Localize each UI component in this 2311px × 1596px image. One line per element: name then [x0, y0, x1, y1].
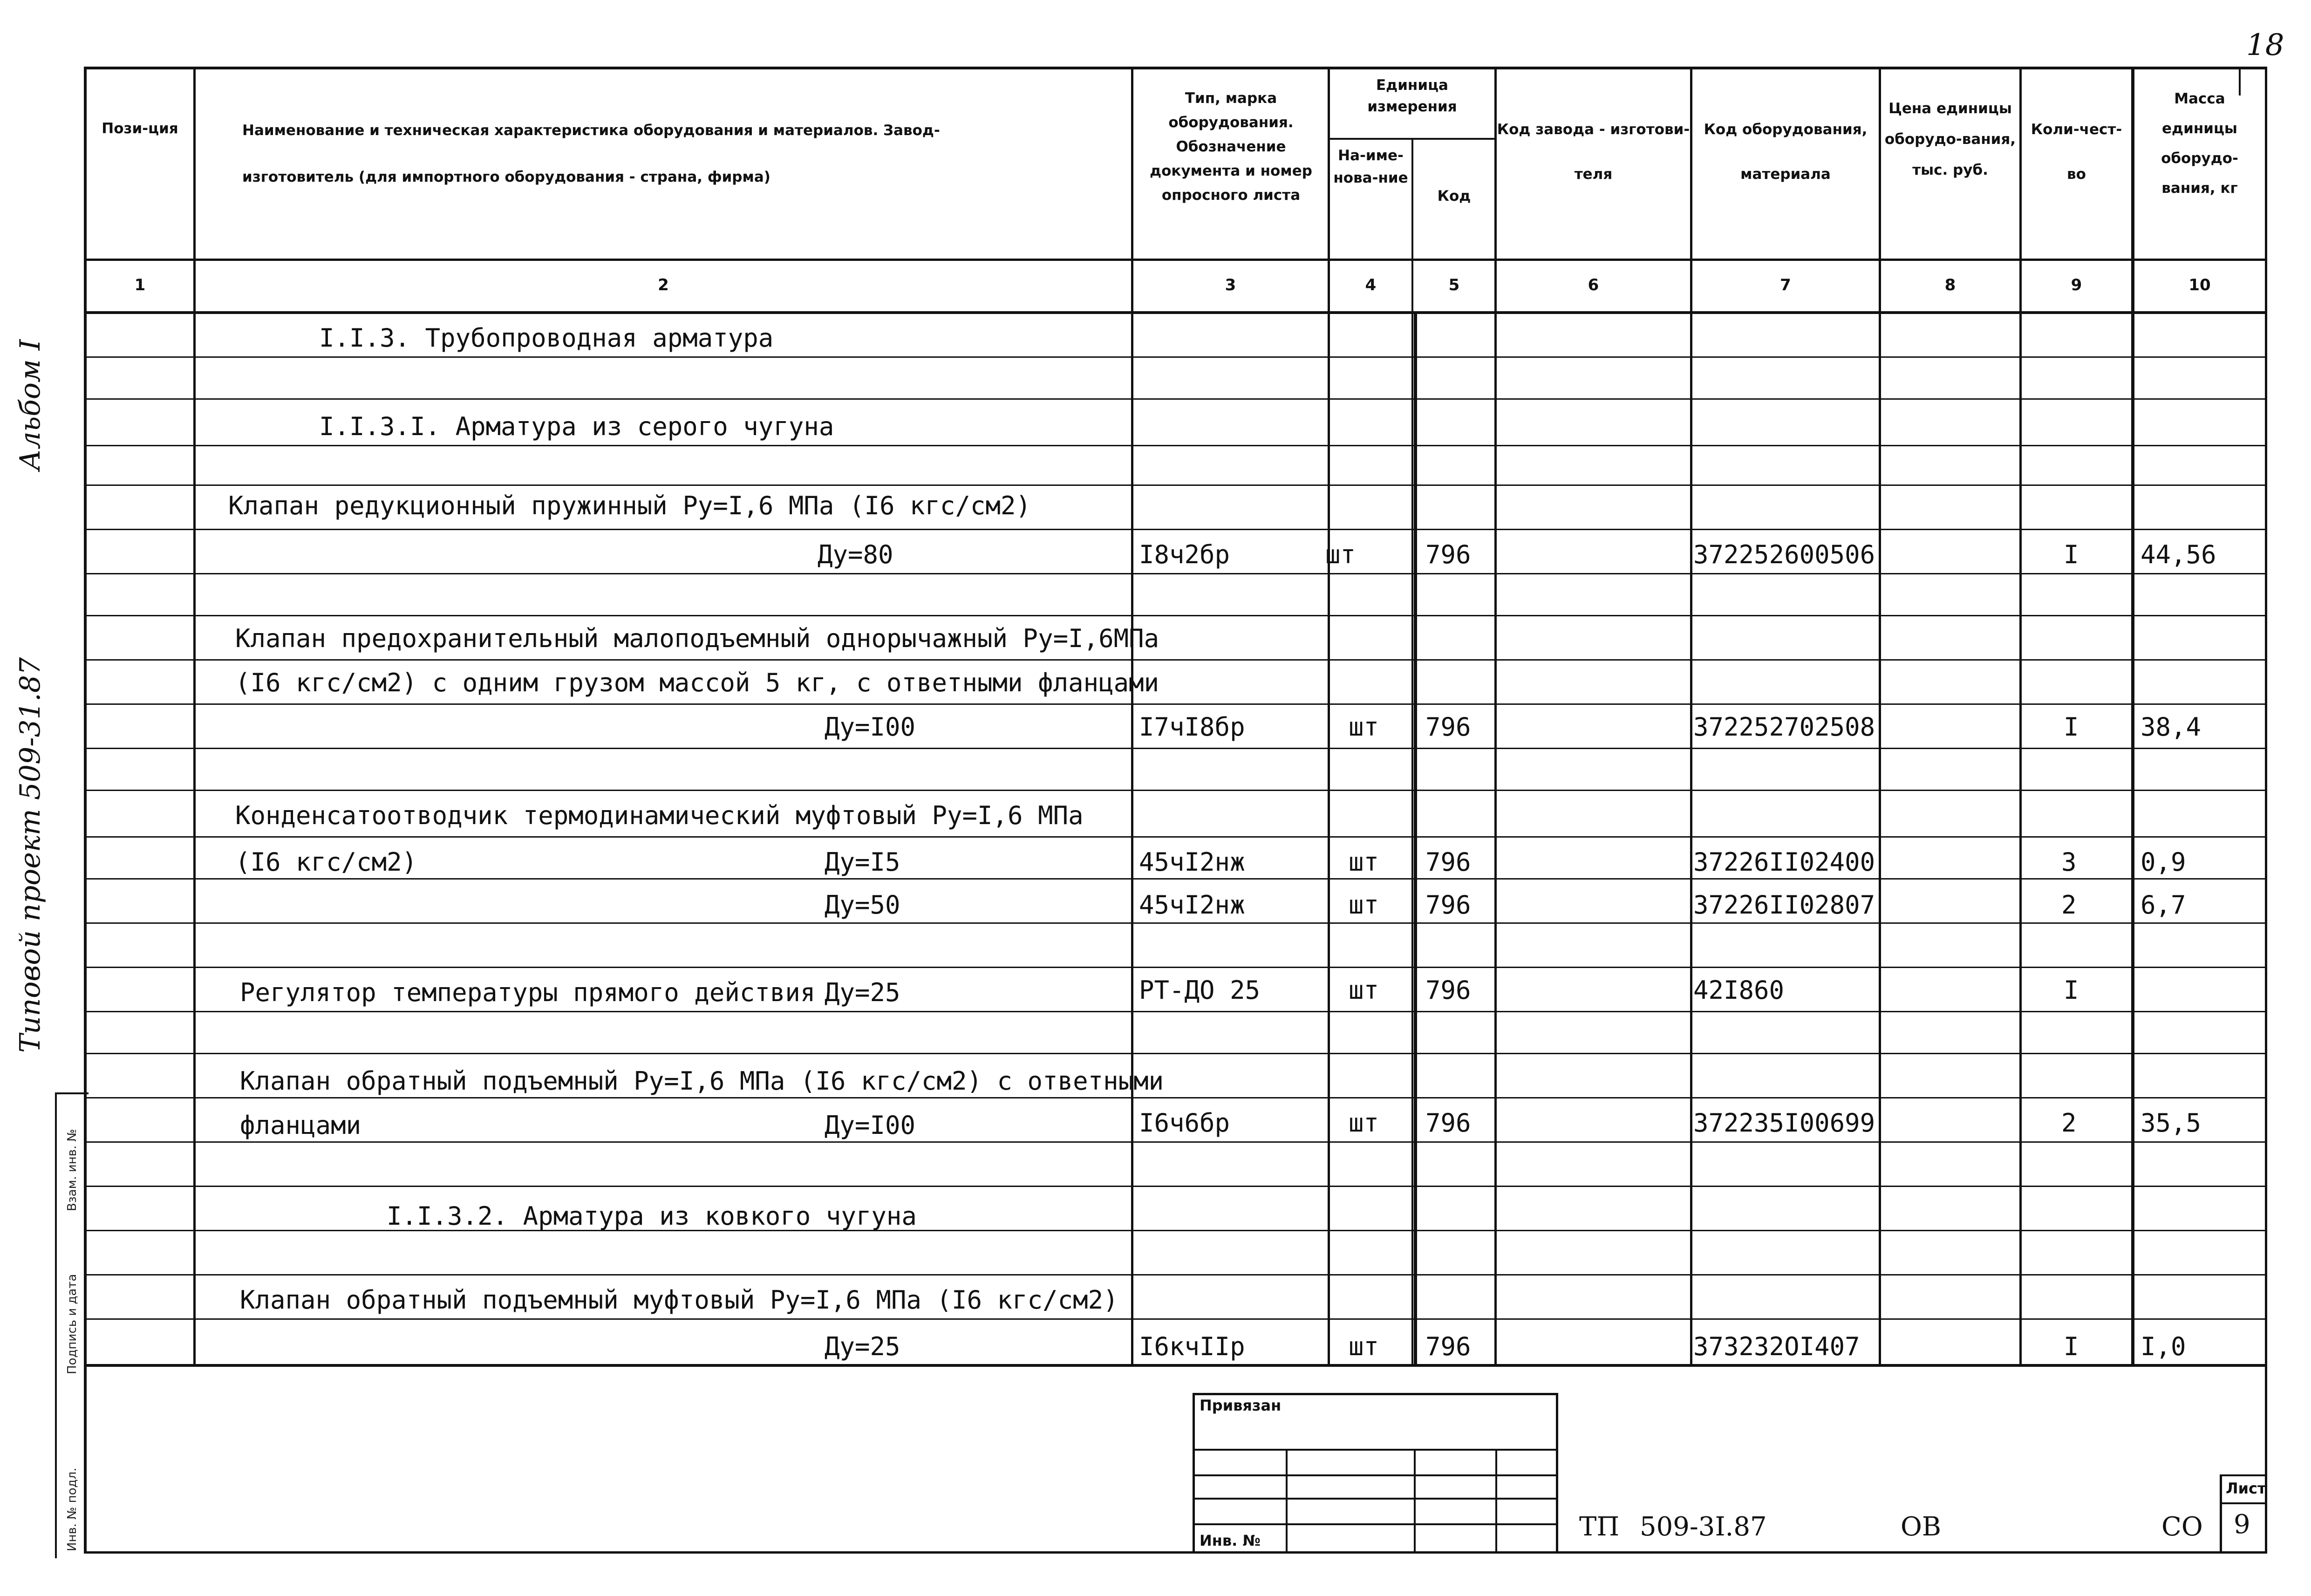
- item-type: I8ч2бр: [1139, 540, 1230, 569]
- footer-co: СО: [2161, 1512, 2203, 1542]
- item-mass: 0,9: [2141, 847, 2186, 877]
- item-name: Клапан редукционный пружинный Ру=I,6 МПа (I6 кгс/см2): [228, 491, 1031, 520]
- item-mass: 6,7: [2141, 890, 2186, 920]
- footer-tp: ТП: [1579, 1512, 1620, 1542]
- item-equip-code: 372252600506: [1693, 540, 1875, 569]
- col-num-3: 3: [1225, 276, 1236, 294]
- item-unit: шт: [1349, 890, 1379, 920]
- stamp-inv-label: Инв. №: [1200, 1532, 1261, 1549]
- item-name-cont: фланцами: [240, 1111, 361, 1140]
- col-num-2: 2: [658, 276, 669, 294]
- item-unit: шт: [1325, 540, 1356, 569]
- side-stamp-replace: Взам. инв. №: [65, 1129, 79, 1211]
- item-name-cont: (I6 кгс/см2): [235, 847, 417, 877]
- header-equip-code: Код оборудования, материала: [1704, 121, 1868, 183]
- sheet-number: 9: [2234, 1509, 2250, 1540]
- item-name: Клапан обратный подъемный муфтовый Ру=I,6 МПа (I6 кгс/см2): [240, 1285, 1118, 1315]
- item-equip-code: 373232OI407: [1693, 1332, 1860, 1361]
- item-unit: шт: [1349, 712, 1379, 742]
- side-label-project: Типовой проект 509-31.87: [14, 657, 47, 1053]
- header-qty: Коли-чест-во: [2031, 121, 2122, 183]
- col-num-6: 6: [1588, 276, 1599, 294]
- col-num-5: 5: [1448, 276, 1460, 294]
- item-type: РТ-ДО 25: [1139, 975, 1261, 1005]
- item-name: Регулятор температуры прямого действия: [240, 978, 816, 1007]
- stamp-bound-label: Привязан: [1200, 1397, 1282, 1414]
- item-qty: I: [2064, 540, 2079, 569]
- header-name: Наименование и техническая характеристика оборудования и материалов. Завод-изготовитель (для импортного оборудования - страна, фирма): [242, 122, 940, 185]
- item-unit-code: 796: [1425, 712, 1471, 742]
- item-equip-code: 37226II02400: [1693, 847, 1875, 877]
- side-label-album: Альбом I: [14, 339, 47, 471]
- item-du: Ду=25: [825, 1332, 900, 1361]
- item-unit: шт: [1349, 975, 1379, 1005]
- header-mass: Масса единицы оборудо-вания, кг: [2161, 90, 2238, 197]
- item-type: I7чI8бр: [1139, 712, 1245, 742]
- item-equip-code: 372252702508: [1693, 712, 1875, 742]
- section-title: I.I.3. Трубопроводная арматура: [319, 323, 774, 353]
- item-du: Ду=25: [825, 978, 900, 1007]
- col-num-10: 10: [2188, 276, 2211, 294]
- item-unit-code: 796: [1425, 1332, 1471, 1361]
- item-unit-code: 796: [1425, 890, 1471, 920]
- item-type: 45чI2нж: [1139, 890, 1245, 920]
- item-unit: шт: [1349, 1332, 1379, 1361]
- item-qty: I: [2064, 1332, 2079, 1361]
- item-name: Конденсатоотводчик термодинамический муфтовый Ру=I,6 МПа: [235, 801, 1084, 830]
- item-equip-code: 37226II02807: [1693, 890, 1875, 920]
- item-du: Ду=80: [818, 540, 893, 569]
- side-stamp-inv: Инв. № подл.: [65, 1467, 79, 1551]
- item-type: I6кчIIр: [1139, 1332, 1245, 1361]
- footer-ov: ОВ: [1901, 1512, 1942, 1542]
- item-type: I6ч6бр: [1139, 1108, 1230, 1138]
- section-title: I.I.3.I. Арматура из серого чугуна: [319, 412, 834, 441]
- footer-project-no: 509-3I.87: [1640, 1512, 1767, 1542]
- item-mass: 35,5: [2141, 1108, 2202, 1138]
- item-qty: I: [2064, 712, 2079, 742]
- item-mass: 38,4: [2141, 712, 2202, 742]
- header-price: Цена единицы оборудо-вания, тыс. руб.: [1884, 100, 2016, 178]
- header-type: Тип, марка оборудования. Обозначение документа и номер опросного листа: [1150, 90, 1312, 204]
- header-unit-name: На-име-нова-ние: [1333, 147, 1408, 186]
- section-title: I.I.3.2. Арматура из ковкого чугуна: [387, 1201, 917, 1231]
- item-unit-code: 796: [1425, 1108, 1471, 1138]
- col-num-8: 8: [1944, 276, 1956, 294]
- item-du: Ду=I00: [825, 1111, 916, 1140]
- item-unit-code: 796: [1425, 847, 1471, 877]
- item-equip-code: 372235I00699: [1693, 1108, 1875, 1138]
- col-num-9: 9: [2071, 276, 2082, 294]
- item-mass: 44,56: [2141, 540, 2216, 569]
- item-du: Ду=50: [825, 890, 900, 920]
- header-unit-group: Единица измерения: [1367, 77, 1457, 115]
- col-num-1: 1: [134, 276, 146, 294]
- side-stamp-sign: Подпись и дата: [65, 1274, 79, 1374]
- page-number: 18: [2246, 28, 2284, 62]
- item-qty: 2: [2061, 890, 2077, 920]
- item-name-cont: (I6 кгс/см2) с одним грузом массой 5 кг, с ответными фланцами: [235, 668, 1159, 697]
- item-unit: шт: [1349, 847, 1379, 877]
- item-type: 45чI2нж: [1139, 847, 1245, 877]
- item-name: Клапан предохранительный малоподъемный однорычажный Ру=I,6МПа: [235, 624, 1159, 653]
- item-name: Клапан обратный подъемный Ру=I,6 МПа (I6 кгс/см2) с ответными: [240, 1066, 1164, 1096]
- item-unit-code: 796: [1425, 540, 1471, 569]
- item-unit: шт: [1349, 1108, 1379, 1138]
- item-unit-code: 796: [1425, 975, 1471, 1005]
- col-num-7: 7: [1780, 276, 1791, 294]
- sheet-label: Лист: [2226, 1480, 2266, 1497]
- item-mass: I,0: [2141, 1332, 2186, 1361]
- item-equip-code: 42I860: [1693, 975, 1785, 1005]
- item-qty: 3: [2061, 847, 2077, 877]
- item-du: Ду=I00: [825, 712, 916, 742]
- col-num-4: 4: [1365, 276, 1377, 294]
- header-pos: Пози-ция: [102, 120, 178, 137]
- header-unit-code: Код: [1437, 188, 1471, 205]
- item-du: Ду=I5: [825, 847, 900, 877]
- item-qty: I: [2064, 975, 2079, 1005]
- header-plant-code: Код завода - изготови-теля: [1497, 121, 1690, 183]
- item-qty: 2: [2061, 1108, 2077, 1138]
